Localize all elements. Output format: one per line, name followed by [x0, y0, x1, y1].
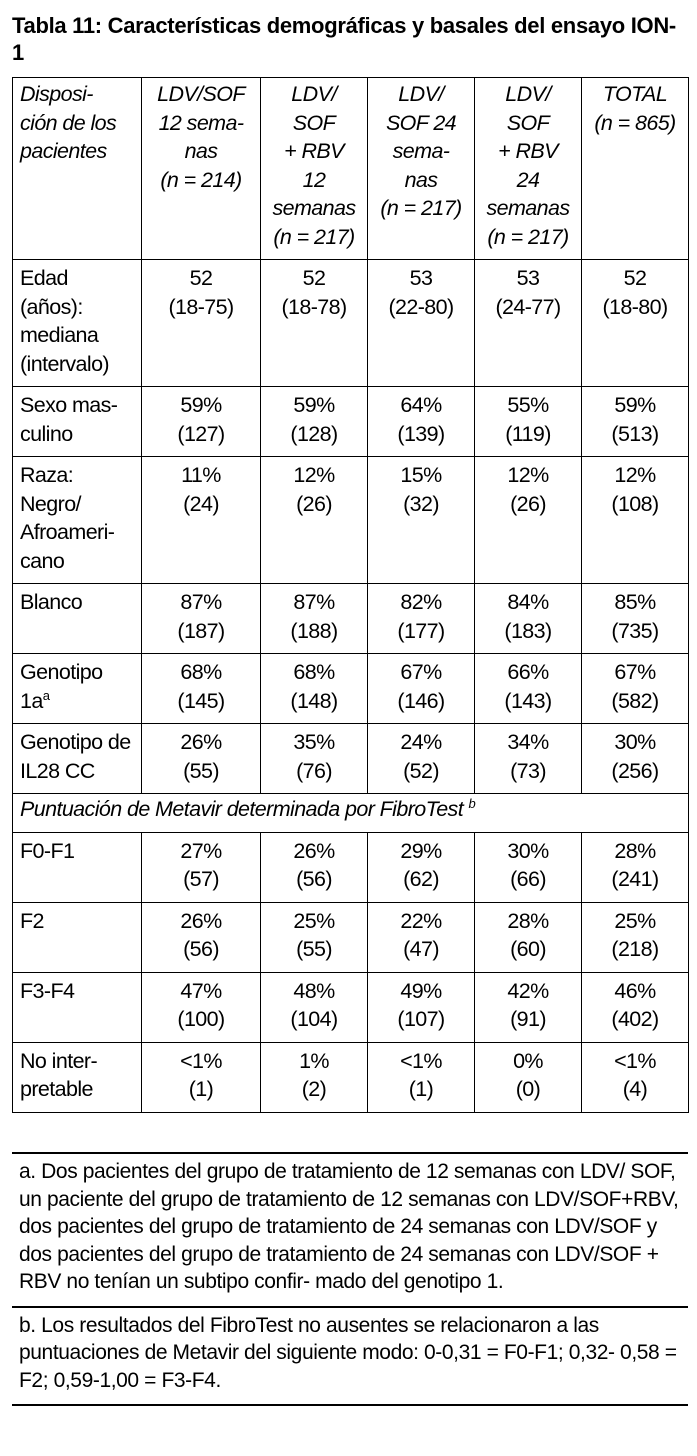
table-cell: 87% (187)	[142, 584, 261, 654]
header-ldv-sof-rbv-12: LDV/ SOF + RBV 12 semanas (n = 217)	[261, 78, 368, 260]
demographics-table	[12, 77, 689, 1113]
table-cell: 26% (55)	[142, 724, 261, 794]
table-cell: 28% (241)	[582, 832, 689, 902]
table-row	[13, 584, 689, 654]
row-label: F0-F1	[13, 832, 142, 902]
table-cell: 47% (100)	[142, 972, 261, 1042]
table-cell: 12% (26)	[475, 457, 582, 584]
table-cell: 87% (188)	[261, 584, 368, 654]
header-ldv-sof-24: LDV/ SOF 24 sema- nas (n = 217)	[368, 78, 475, 260]
table-cell: 26% (56)	[142, 902, 261, 972]
table-cell: 29% (62)	[368, 832, 475, 902]
table-cell: 25% (218)	[582, 902, 689, 972]
footnotes	[12, 1152, 688, 1406]
row-label: Genotipo de IL28 CC	[13, 724, 142, 794]
table-row	[13, 1042, 689, 1112]
header-row	[13, 78, 689, 260]
table-cell: 1% (2)	[261, 1042, 368, 1112]
table-body	[13, 78, 689, 1113]
table-cell: 53 (22-80)	[368, 260, 475, 387]
table-row	[13, 832, 689, 902]
row-label: F2	[13, 902, 142, 972]
metavir-heading-row	[13, 794, 689, 833]
table-cell: 67% (582)	[582, 654, 689, 724]
footnote-marker: b	[468, 796, 476, 811]
row-label: Sexo mas- culino	[13, 387, 142, 457]
table-row	[13, 260, 689, 387]
header-ldv-sof-12: LDV/SOF 12 sema- nas (n = 214)	[142, 78, 261, 260]
table-row	[13, 457, 689, 584]
table-cell: 64% (139)	[368, 387, 475, 457]
row-label: Genotipo $1a^a$	[13, 654, 142, 724]
header-ldv-sof-rbv-24: LDV/ SOF + RBV 24 semanas (n = 217)	[475, 78, 582, 260]
row-label: No inter- pretable	[13, 1042, 142, 1112]
table-row	[13, 972, 689, 1042]
table-cell: 53 (24-77)	[475, 260, 582, 387]
table-cell: 30% (256)	[582, 724, 689, 794]
table-cell: 59% (127)	[142, 387, 261, 457]
row-label: Raza: Negro/ Afroameri- cano	[13, 457, 142, 584]
table-cell: 27% (57)	[142, 832, 261, 902]
table-cell: 68% (145)	[142, 654, 261, 724]
row-label: Blanco	[13, 584, 142, 654]
table-cell: 85% (735)	[582, 584, 689, 654]
table-cell: 12% (26)	[261, 457, 368, 584]
table-cell: 52 (18-80)	[582, 260, 689, 387]
metavir-heading: Puntuación de Metavir determinada por FibroTest $^b$	[13, 794, 689, 833]
table-cell: 15% (32)	[368, 457, 475, 584]
table-cell: 66% (143)	[475, 654, 582, 724]
table-cell: 25% (55)	[261, 902, 368, 972]
table-cell: 24% (52)	[368, 724, 475, 794]
table-cell: 52 (18-75)	[142, 260, 261, 387]
table-cell: 59% (513)	[582, 387, 689, 457]
table-title: Tabla 11: Características demográficas y basales del ensayo ION-1	[12, 13, 676, 65]
table-cell: 59% (128)	[261, 387, 368, 457]
table-cell: 82% (177)	[368, 584, 475, 654]
table-cell: 26% (56)	[261, 832, 368, 902]
table-row	[13, 902, 689, 972]
table-cell: <1% (4)	[582, 1042, 689, 1112]
table-cell: 42% (91)	[475, 972, 582, 1042]
table-cell: 12% (108)	[582, 457, 689, 584]
footnote-b: b. Los resultados del FibroTest no ausentes se relacionaron a las puntuaciones de Metavir del siguiente modo: 0-0,31 = F0-F1; 0,32- 0,58 = F2; 0,59-1,00 = F3-F4.	[12, 1306, 688, 1407]
header-disposition: Disposi- ción de los pacientes	[13, 78, 142, 260]
table-cell: 0% (0)	[475, 1042, 582, 1112]
table-cell: 46% (402)	[582, 972, 689, 1042]
table-row	[13, 724, 689, 794]
table-cell: 34% (73)	[475, 724, 582, 794]
table-cell: 49% (107)	[368, 972, 475, 1042]
table-row	[13, 387, 689, 457]
table-cell: 11% (24)	[142, 457, 261, 584]
row-label: F3-F4	[13, 972, 142, 1042]
table-cell: 30% (66)	[475, 832, 582, 902]
table-cell: 84% (183)	[475, 584, 582, 654]
table-cell: 55% (119)	[475, 387, 582, 457]
table-cell: 22% (47)	[368, 902, 475, 972]
row-label: Edad (años): mediana (intervalo)	[13, 260, 142, 387]
table-row	[13, 654, 689, 724]
table-cell: 68% (148)	[261, 654, 368, 724]
table-cell: 52 (18-78)	[261, 260, 368, 387]
table-cell: 48% (104)	[261, 972, 368, 1042]
table-cell: 67% (146)	[368, 654, 475, 724]
table-cell: <1% (1)	[142, 1042, 261, 1112]
table-cell: <1% (1)	[368, 1042, 475, 1112]
footnote-marker: a	[42, 687, 50, 703]
header-total: TOTAL (n = 865)	[582, 78, 689, 260]
table-cell: 35% (76)	[261, 724, 368, 794]
table-cell: 28% (60)	[475, 902, 582, 972]
footnote-a: a. Dos pacientes del grupo de tratamiento de 12 semanas con LDV/ SOF, un paciente del grupo de tratamiento de 12 semanas con LDV/SOF+RBV, dos pacientes del grupo de tratamiento de 24 semanas con LDV/SOF y dos pacientes del grupo de tratamiento de 24 semanas con LDV/SOF + RBV no tenían un subtipo confir- mado del genotipo 1.	[12, 1152, 688, 1306]
